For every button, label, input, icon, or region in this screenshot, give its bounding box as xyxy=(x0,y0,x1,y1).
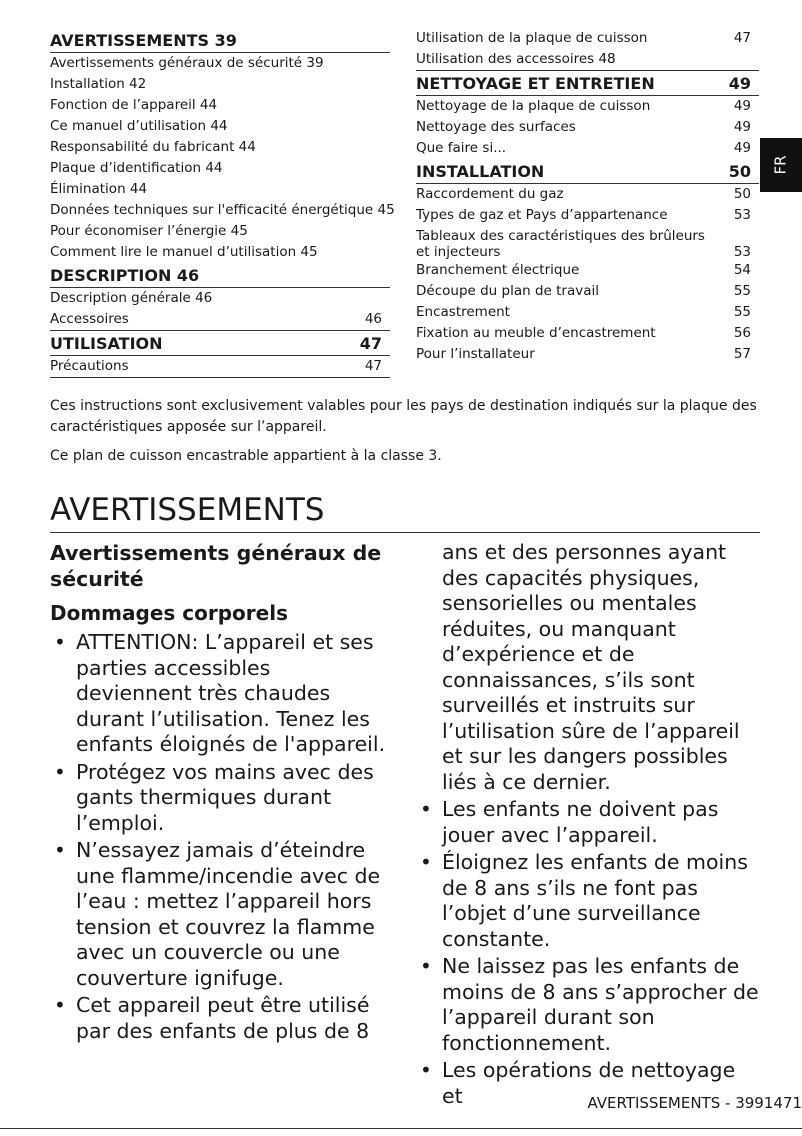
toc-page-number: 47 xyxy=(364,358,382,374)
toc-entry-title: Raccordement du gaz xyxy=(416,186,564,202)
toc-entry xyxy=(416,96,759,117)
toc-page-number: 55 xyxy=(733,304,751,320)
toc-entry-title: Que faire si... xyxy=(416,140,507,156)
toc-entry-title: Fixation au meuble d’encastrement xyxy=(416,325,656,341)
toc-entry xyxy=(50,356,390,378)
toc-page-number xyxy=(382,158,390,179)
toc-entry-title: Encastrement xyxy=(416,304,510,320)
toc-page-number: 49 xyxy=(733,140,751,156)
toc-page-number: 53 xyxy=(733,207,751,223)
toc-entry-title: Ce manuel d’utilisation 44 xyxy=(50,118,228,134)
toc-entry xyxy=(416,344,759,365)
class-note: Ce plan de cuisson encastrable appartient à la classe 3. xyxy=(50,448,442,464)
toc-entry-title: Plaque d’identification 44 xyxy=(50,160,223,176)
toc-page-number xyxy=(382,137,390,158)
toc-page-number xyxy=(382,288,390,309)
toc-entry-title: Avertissements généraux de sécurité 39 xyxy=(50,55,324,71)
toc-entry xyxy=(50,288,390,309)
toc-entry xyxy=(416,260,759,281)
toc-entry-title: Comment lire le manuel d’utilisation 45 xyxy=(50,244,318,260)
toc-entry xyxy=(50,221,390,242)
toc-entry-title: Données techniques sur l'efficacité énergétique 45 xyxy=(50,202,395,218)
list-item: • Ne laissez pas les enfants de moins de 8 ans s’approcher de l’appareil durant son fonctionnement. xyxy=(416,954,760,1056)
section-title: Avertissements généraux de sécurité xyxy=(50,541,382,591)
toc-entry xyxy=(50,200,395,221)
toc-entry xyxy=(50,179,390,200)
toc-page-number xyxy=(382,95,390,116)
toc-page-number xyxy=(382,53,390,74)
bottom-divider xyxy=(0,1128,802,1129)
body-column-left xyxy=(50,540,386,1046)
toc-entry-title: Description générale 46 xyxy=(50,290,213,306)
scope-note: Ces instructions sont exclusivement valables pour les pays de destination indiqués sur la plaque des caractéristiques apposée sur l’appareil. xyxy=(50,398,757,435)
toc-page-number xyxy=(382,74,390,95)
toc-page-number: 47 xyxy=(359,334,382,353)
toc-entry xyxy=(50,95,390,116)
toc-page-number xyxy=(751,49,759,70)
toc-page-number: 49 xyxy=(733,98,751,114)
list-item: • ATTENTION: L’appareil et ses parties accessibles deviennent très chaudes durant l’utilisation. Tenez les enfants éloignés de l'appareil. xyxy=(50,630,386,758)
toc-entry-title: Responsabilité du fabricant 44 xyxy=(50,139,256,155)
list-item: • N’essayez jamais d’éteindre une flamme/incendie avec de l’eau : mettez l’appareil hors tension et couvrez la flamme avec un couvercle ou une couverture ignifuge. xyxy=(50,838,386,991)
bullet-list-right xyxy=(416,797,760,1109)
table-of-contents-right xyxy=(416,28,759,365)
toc-entry-title: Tableaux des caractéristiques des brûleurs et injecteurs xyxy=(416,228,705,260)
toc-entry xyxy=(50,242,390,263)
toc-entry xyxy=(416,49,759,71)
toc-heading xyxy=(50,333,390,356)
toc-entry xyxy=(416,117,759,138)
toc-heading xyxy=(416,73,759,96)
toc-heading xyxy=(50,30,390,53)
toc-entry xyxy=(416,226,759,260)
list-item: • Cet appareil peut être utilisé par des enfants de plus de 8 xyxy=(50,993,386,1044)
toc-page-number xyxy=(395,200,403,221)
toc-entry-title: Installation 42 xyxy=(50,76,147,92)
list-item: • Les enfants ne doivent pas jouer avec l’appareil. xyxy=(416,797,760,848)
toc-page-number: 47 xyxy=(733,30,751,46)
toc-entry xyxy=(416,184,759,205)
toc-entry xyxy=(50,309,390,331)
table-of-contents-left xyxy=(50,28,395,378)
toc-page-number: 55 xyxy=(733,283,751,299)
toc-page-number: 50 xyxy=(728,162,751,181)
toc-entry-title: Branchement électrique xyxy=(416,262,580,278)
toc-entry-title: AVERTISSEMENTS 39 xyxy=(50,31,237,50)
language-tab xyxy=(760,138,802,192)
toc-entry xyxy=(416,28,759,49)
toc-page-number xyxy=(382,265,390,287)
toc-page-number xyxy=(382,116,390,137)
toc-entry-title: INSTALLATION xyxy=(416,162,545,181)
toc-heading xyxy=(50,265,390,288)
toc-page-number: 53 xyxy=(733,244,751,260)
toc-entry-title: Utilisation des accessoires 48 xyxy=(416,51,616,67)
toc-page-number: 49 xyxy=(728,74,751,93)
toc-entry xyxy=(416,281,759,302)
toc-entry-title: Nettoyage de la plaque de cuisson xyxy=(416,98,651,114)
toc-entry-title: Utilisation de la plaque de cuisson xyxy=(416,30,648,46)
toc-page-number: 49 xyxy=(733,119,751,135)
toc-entry-title: UTILISATION xyxy=(50,334,163,353)
toc-heading xyxy=(416,161,759,184)
toc-entry-title: NETTOYAGE ET ENTRETIEN xyxy=(416,74,655,93)
bullet-list-left xyxy=(50,630,386,1044)
subsection-title: Dommages corporels xyxy=(50,601,288,625)
toc-page-number xyxy=(382,179,390,200)
toc-entry-title: Précautions xyxy=(50,358,129,374)
toc-page-number xyxy=(382,221,390,242)
toc-entry xyxy=(50,74,390,95)
toc-entry xyxy=(416,323,759,344)
toc-entry xyxy=(50,53,390,74)
page-title: AVERTISSEMENTS xyxy=(50,490,760,533)
body-column-right xyxy=(416,540,760,1111)
toc-entry-title: Élimination 44 xyxy=(50,181,148,197)
toc-entry-title: DESCRIPTION 46 xyxy=(50,266,200,285)
toc-entry xyxy=(416,205,759,226)
toc-entry xyxy=(50,137,390,158)
toc-entry xyxy=(416,138,759,159)
scope-notes xyxy=(50,396,760,475)
toc-entry-title: Types de gaz et Pays d’appartenance xyxy=(416,207,668,223)
toc-entry-title: Pour économiser l’énergie 45 xyxy=(50,223,248,239)
toc-entry-title: Accessoires xyxy=(50,311,129,327)
list-item: • Éloignez les enfants de moins de 8 ans s’ils ne font pas l’objet d’une surveillance constante. xyxy=(416,850,760,952)
toc-page-number: 46 xyxy=(364,311,382,327)
toc-page-number xyxy=(382,242,390,263)
language-tab-label: FR xyxy=(772,155,790,175)
toc-page-number: 56 xyxy=(733,325,751,341)
list-item: • Les opérations de nettoyage et xyxy=(416,1058,760,1109)
list-item: • Protégez vos mains avec des gants thermiques durant l’emploi. xyxy=(50,760,386,837)
continued-paragraph: ans et des personnes ayant des capacités physiques, sensorielles ou mentales réduites, ou manquant d’expérience et de connaissances, s’ils sont surveillés et instruits sur l’utilisation sûre de l’appareil et sur les dangers possibles liés à ce dernier. xyxy=(442,540,740,794)
toc-entry xyxy=(50,116,390,137)
toc-entry-title: Nettoyage des surfaces xyxy=(416,119,576,135)
toc-entry-title: Découpe du plan de travail xyxy=(416,283,600,299)
toc-page-number: 54 xyxy=(733,262,751,278)
page-footer: AVERTISSEMENTS - 3991471 xyxy=(587,1094,802,1112)
toc-entry-title: Fonction de l’appareil 44 xyxy=(50,97,218,113)
toc-page-number xyxy=(382,30,390,52)
toc-page-number: 50 xyxy=(733,186,751,202)
toc-entry xyxy=(50,158,390,179)
toc-page-number: 57 xyxy=(733,346,751,362)
toc-entry-title: Pour l’installateur xyxy=(416,346,535,362)
toc-entry xyxy=(416,302,759,323)
